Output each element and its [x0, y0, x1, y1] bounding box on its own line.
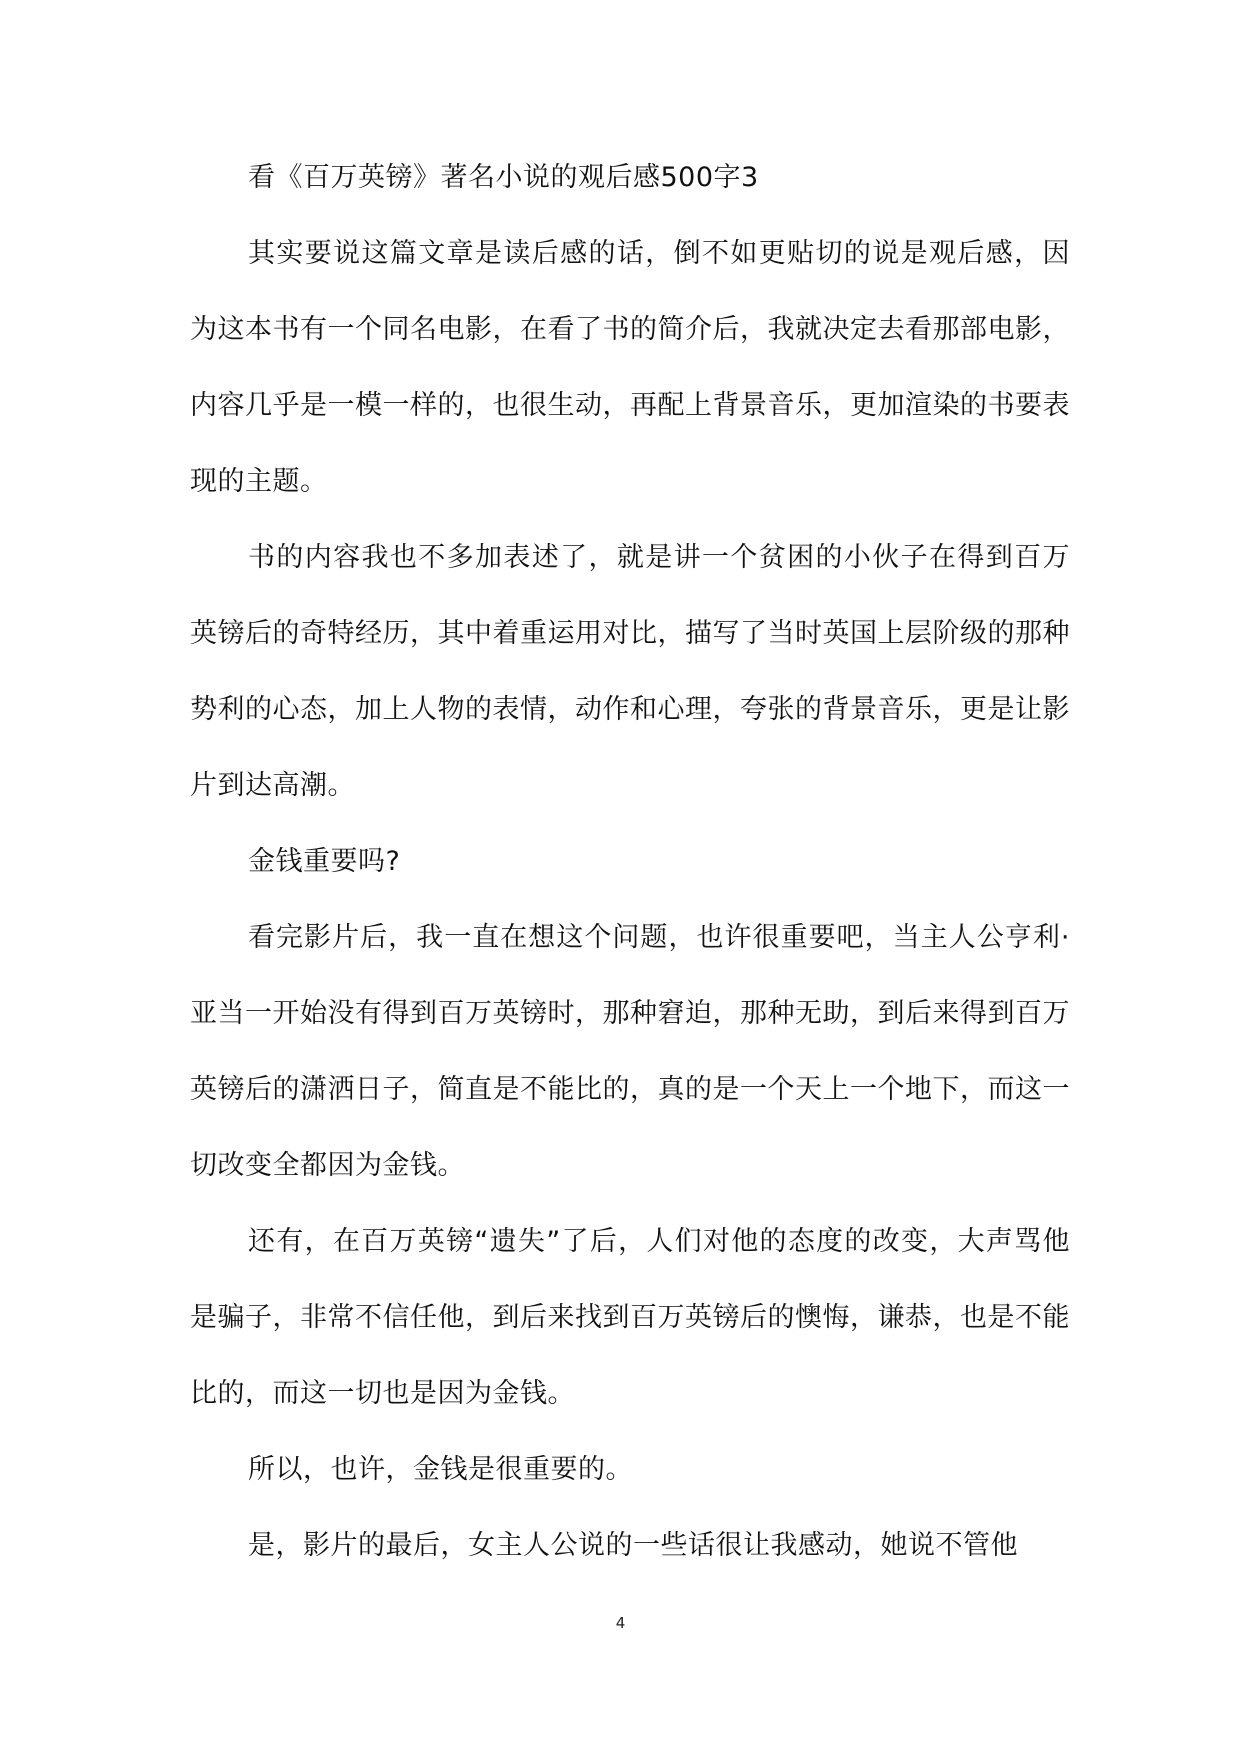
paragraph-1: 其实要说这篇文章是读后感的话，倒不如更贴切的说是观后感，因为这本书有一个同名电影，在看了书的简介后，我就决定去看那部电影，内容几乎是一模一样的，也很生动，再配上背景音乐，更加渲染的书要表现的主题。 [190, 238, 1070, 497]
paragraph-3: 金钱重要吗? [248, 846, 401, 877]
document-title: 看《百万英镑》著名小说的观后感500字3 [248, 162, 759, 193]
paragraph-7: 是，影片的最后，女主人公说的一些话很让我感动，她说不管他 [248, 1530, 1018, 1561]
paragraph-4: 看完影片后，我一直在想这个问题，也许很重要吧，当主人公亨利·亚当一开始没有得到百万英镑时，那种窘迫，那种无助，到后来得到百万英镑后的潇洒日子，简直是不能比的，真的是一个天上一个地下，而这一切改变全都因为金钱。 [190, 922, 1070, 1181]
page-number: 4 [615, 1614, 626, 1632]
document-body [190, 140, 1070, 1584]
paragraph-6: 所以，也许，金钱是很重要的。 [248, 1454, 633, 1485]
paragraph-5: 还有，在百万英镑“遗失”了后，人们对他的态度的改变，大声骂他是骗子，非常不信任他，到后来找到百万英镑后的懊悔，谦恭，也是不能比的，而这一切也是因为金钱。 [190, 1226, 1070, 1409]
paragraph-2: 书的内容我也不多加表述了，就是讲一个贫困的小伙子在得到百万英镑后的奇特经历，其中着重运用对比，描写了当时英国上层阶级的那种势利的心态，加上人物的表情，动作和心理，夸张的背景音乐，更是让影片到达高潮。 [190, 542, 1070, 801]
